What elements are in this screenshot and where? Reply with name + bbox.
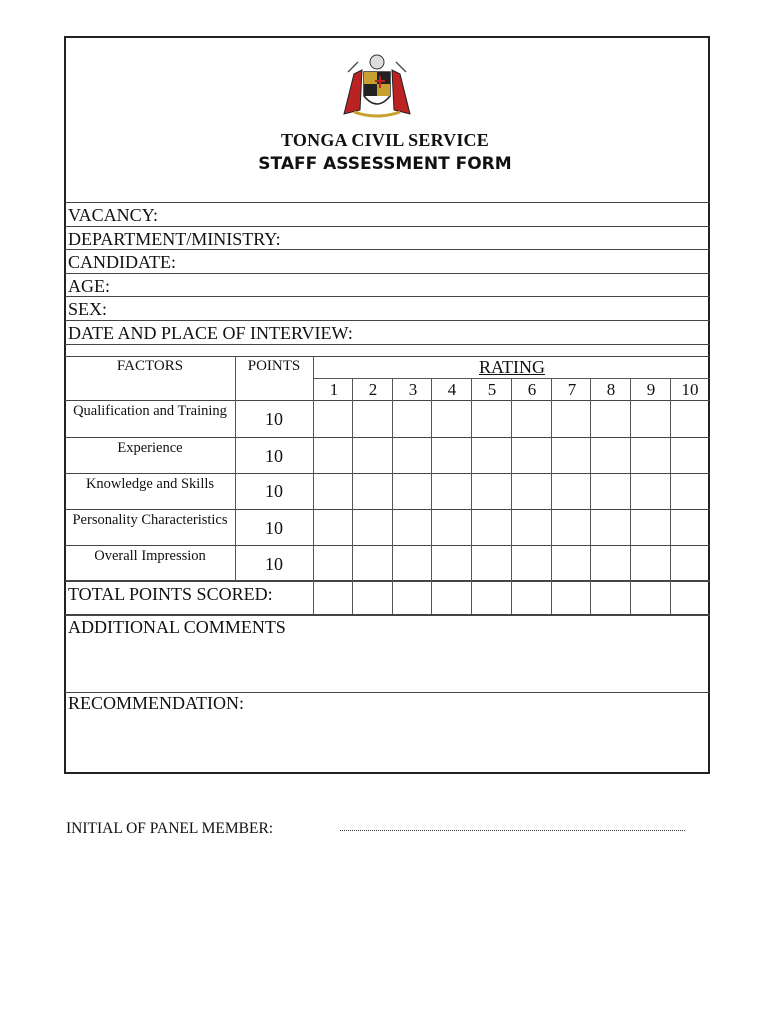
row-line <box>65 473 710 474</box>
divider <box>65 344 710 345</box>
initial-of-panel-member-label: INITIAL OF PANEL MEMBER: <box>66 820 274 837</box>
age-label: AGE: <box>68 276 110 296</box>
col-line <box>590 378 591 614</box>
rating-scale-3: 3 <box>408 380 418 399</box>
col-line <box>511 378 512 614</box>
rating-scale-4: 4 <box>447 380 457 399</box>
signature-dotted-line[interactable] <box>340 822 685 831</box>
rating-scale-5: 5 <box>487 380 497 399</box>
col-line <box>313 356 314 614</box>
department-label: DEPARTMENT/MINISTRY: <box>68 229 281 249</box>
total-points-label: TOTAL POINTS SCORED: <box>68 584 273 604</box>
factor-label: Knowledge and Skills <box>85 476 215 492</box>
col-line <box>352 378 353 614</box>
additional-comments-label: ADDITIONAL COMMENTS <box>68 617 286 637</box>
factor-label: Personality Characteristics <box>72 512 228 528</box>
col-line <box>670 378 671 614</box>
points-value: 10 <box>265 518 283 538</box>
divider <box>65 202 710 203</box>
vacancy-label: VACANCY: <box>68 205 159 225</box>
interview-date-place-label: DATE AND PLACE OF INTERVIEW: <box>68 323 353 343</box>
row-line <box>65 545 710 546</box>
row-line <box>65 614 710 616</box>
rating-scale-7: 7 <box>567 380 577 399</box>
divider <box>65 296 710 297</box>
points-value: 10 <box>265 481 283 501</box>
rating-scale-6: 6 <box>527 380 537 399</box>
rating-scale-10: 10 <box>681 380 699 399</box>
col-line <box>392 378 393 614</box>
row-line <box>65 400 710 401</box>
form-title: STAFF ASSESSMENT FORM <box>258 154 512 174</box>
recommendation-label: RECOMMENDATION: <box>68 693 245 713</box>
row-line <box>65 437 710 438</box>
divider <box>65 320 710 321</box>
candidate-label: CANDIDATE: <box>68 252 176 272</box>
points-value: 10 <box>265 554 283 574</box>
rating-header-line <box>314 378 710 379</box>
col-line <box>551 378 552 614</box>
factors-header: FACTORS <box>116 358 184 374</box>
rating-scale-2: 2 <box>368 380 378 399</box>
rating-header: RATING <box>479 357 545 377</box>
divider <box>65 226 710 227</box>
col-line <box>235 356 236 580</box>
coat-of-arms-icon <box>340 52 414 120</box>
organization-title: TONGA CIVIL SERVICE <box>281 130 489 150</box>
divider <box>65 249 710 250</box>
col-line <box>630 378 631 614</box>
points-value: 10 <box>265 409 283 429</box>
factor-label: Qualification and Training <box>73 403 227 419</box>
row-line <box>65 580 710 582</box>
rating-scale-8: 8 <box>606 380 616 399</box>
sex-label: SEX: <box>68 299 108 319</box>
points-value: 10 <box>265 446 283 466</box>
factor-label: Overall Impression <box>94 548 206 564</box>
row-line <box>65 509 710 510</box>
col-line <box>471 378 472 614</box>
points-header: POINTS <box>247 358 301 374</box>
col-line <box>431 378 432 614</box>
divider <box>65 273 710 274</box>
rating-scale-9: 9 <box>646 380 656 399</box>
factor-label: Experience <box>117 440 183 456</box>
rating-scale-1: 1 <box>329 380 339 399</box>
